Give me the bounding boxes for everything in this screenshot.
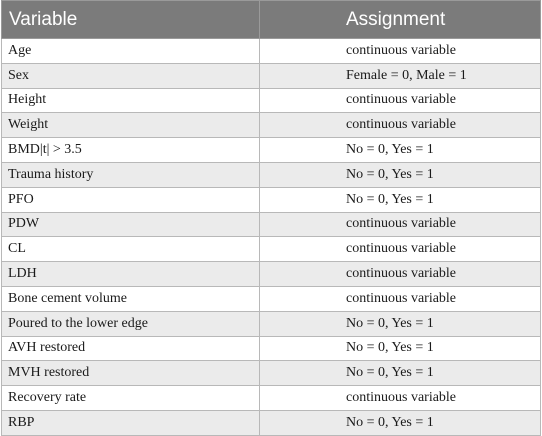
table-row xyxy=(2,361,541,386)
assignment-cell: No = 0, Yes = 1 xyxy=(260,336,541,361)
assignment-cell: No = 0, Yes = 1 xyxy=(260,311,541,336)
header-assignment: Assignment xyxy=(260,1,541,39)
table-row xyxy=(2,113,541,138)
assignment-cell: No = 0, Yes = 1 xyxy=(260,187,541,212)
variable-assignment-table xyxy=(1,0,541,436)
table-row xyxy=(2,138,541,163)
variable-cell: Height xyxy=(2,88,260,113)
variable-cell: PDW xyxy=(2,212,260,237)
table-row xyxy=(2,311,541,336)
table-row xyxy=(2,162,541,187)
variable-cell: Age xyxy=(2,39,260,64)
variable-cell: Weight xyxy=(2,113,260,138)
assignment-cell: continuous variable xyxy=(260,88,541,113)
table-row xyxy=(2,410,541,435)
assignment-cell: continuous variable xyxy=(260,237,541,262)
variable-cell: BMD|t| > 3.5 xyxy=(2,138,260,163)
table-header-row xyxy=(2,1,541,39)
variable-cell: Recovery rate xyxy=(2,386,260,411)
assignment-cell: No = 0, Yes = 1 xyxy=(260,138,541,163)
variable-cell: RBP xyxy=(2,410,260,435)
assignment-cell: continuous variable xyxy=(260,286,541,311)
assignment-cell: continuous variable xyxy=(260,39,541,64)
variable-cell: Bone cement volume xyxy=(2,286,260,311)
assignment-cell: No = 0, Yes = 1 xyxy=(260,410,541,435)
variable-cell: CL xyxy=(2,237,260,262)
assignment-cell: No = 0, Yes = 1 xyxy=(260,361,541,386)
table-row xyxy=(2,187,541,212)
variable-cell: PFO xyxy=(2,187,260,212)
variable-cell: AVH restored xyxy=(2,336,260,361)
assignment-cell: No = 0, Yes = 1 xyxy=(260,162,541,187)
variable-cell: Sex xyxy=(2,63,260,88)
table-row xyxy=(2,336,541,361)
table-row xyxy=(2,386,541,411)
assignment-cell: continuous variable xyxy=(260,212,541,237)
assignment-cell: Female = 0, Male = 1 xyxy=(260,63,541,88)
variable-cell: Poured to the lower edge xyxy=(2,311,260,336)
header-variable: Variable xyxy=(2,1,260,39)
table-row xyxy=(2,286,541,311)
table-row xyxy=(2,88,541,113)
table-row xyxy=(2,63,541,88)
variable-cell: LDH xyxy=(2,262,260,287)
assignment-cell: continuous variable xyxy=(260,262,541,287)
variable-cell: Trauma history xyxy=(2,162,260,187)
table-row xyxy=(2,39,541,64)
table-body xyxy=(2,39,541,436)
table-row xyxy=(2,212,541,237)
table-row xyxy=(2,237,541,262)
table-row xyxy=(2,262,541,287)
variable-cell: MVH restored xyxy=(2,361,260,386)
assignment-cell: continuous variable xyxy=(260,113,541,138)
assignment-cell: continuous variable xyxy=(260,386,541,411)
